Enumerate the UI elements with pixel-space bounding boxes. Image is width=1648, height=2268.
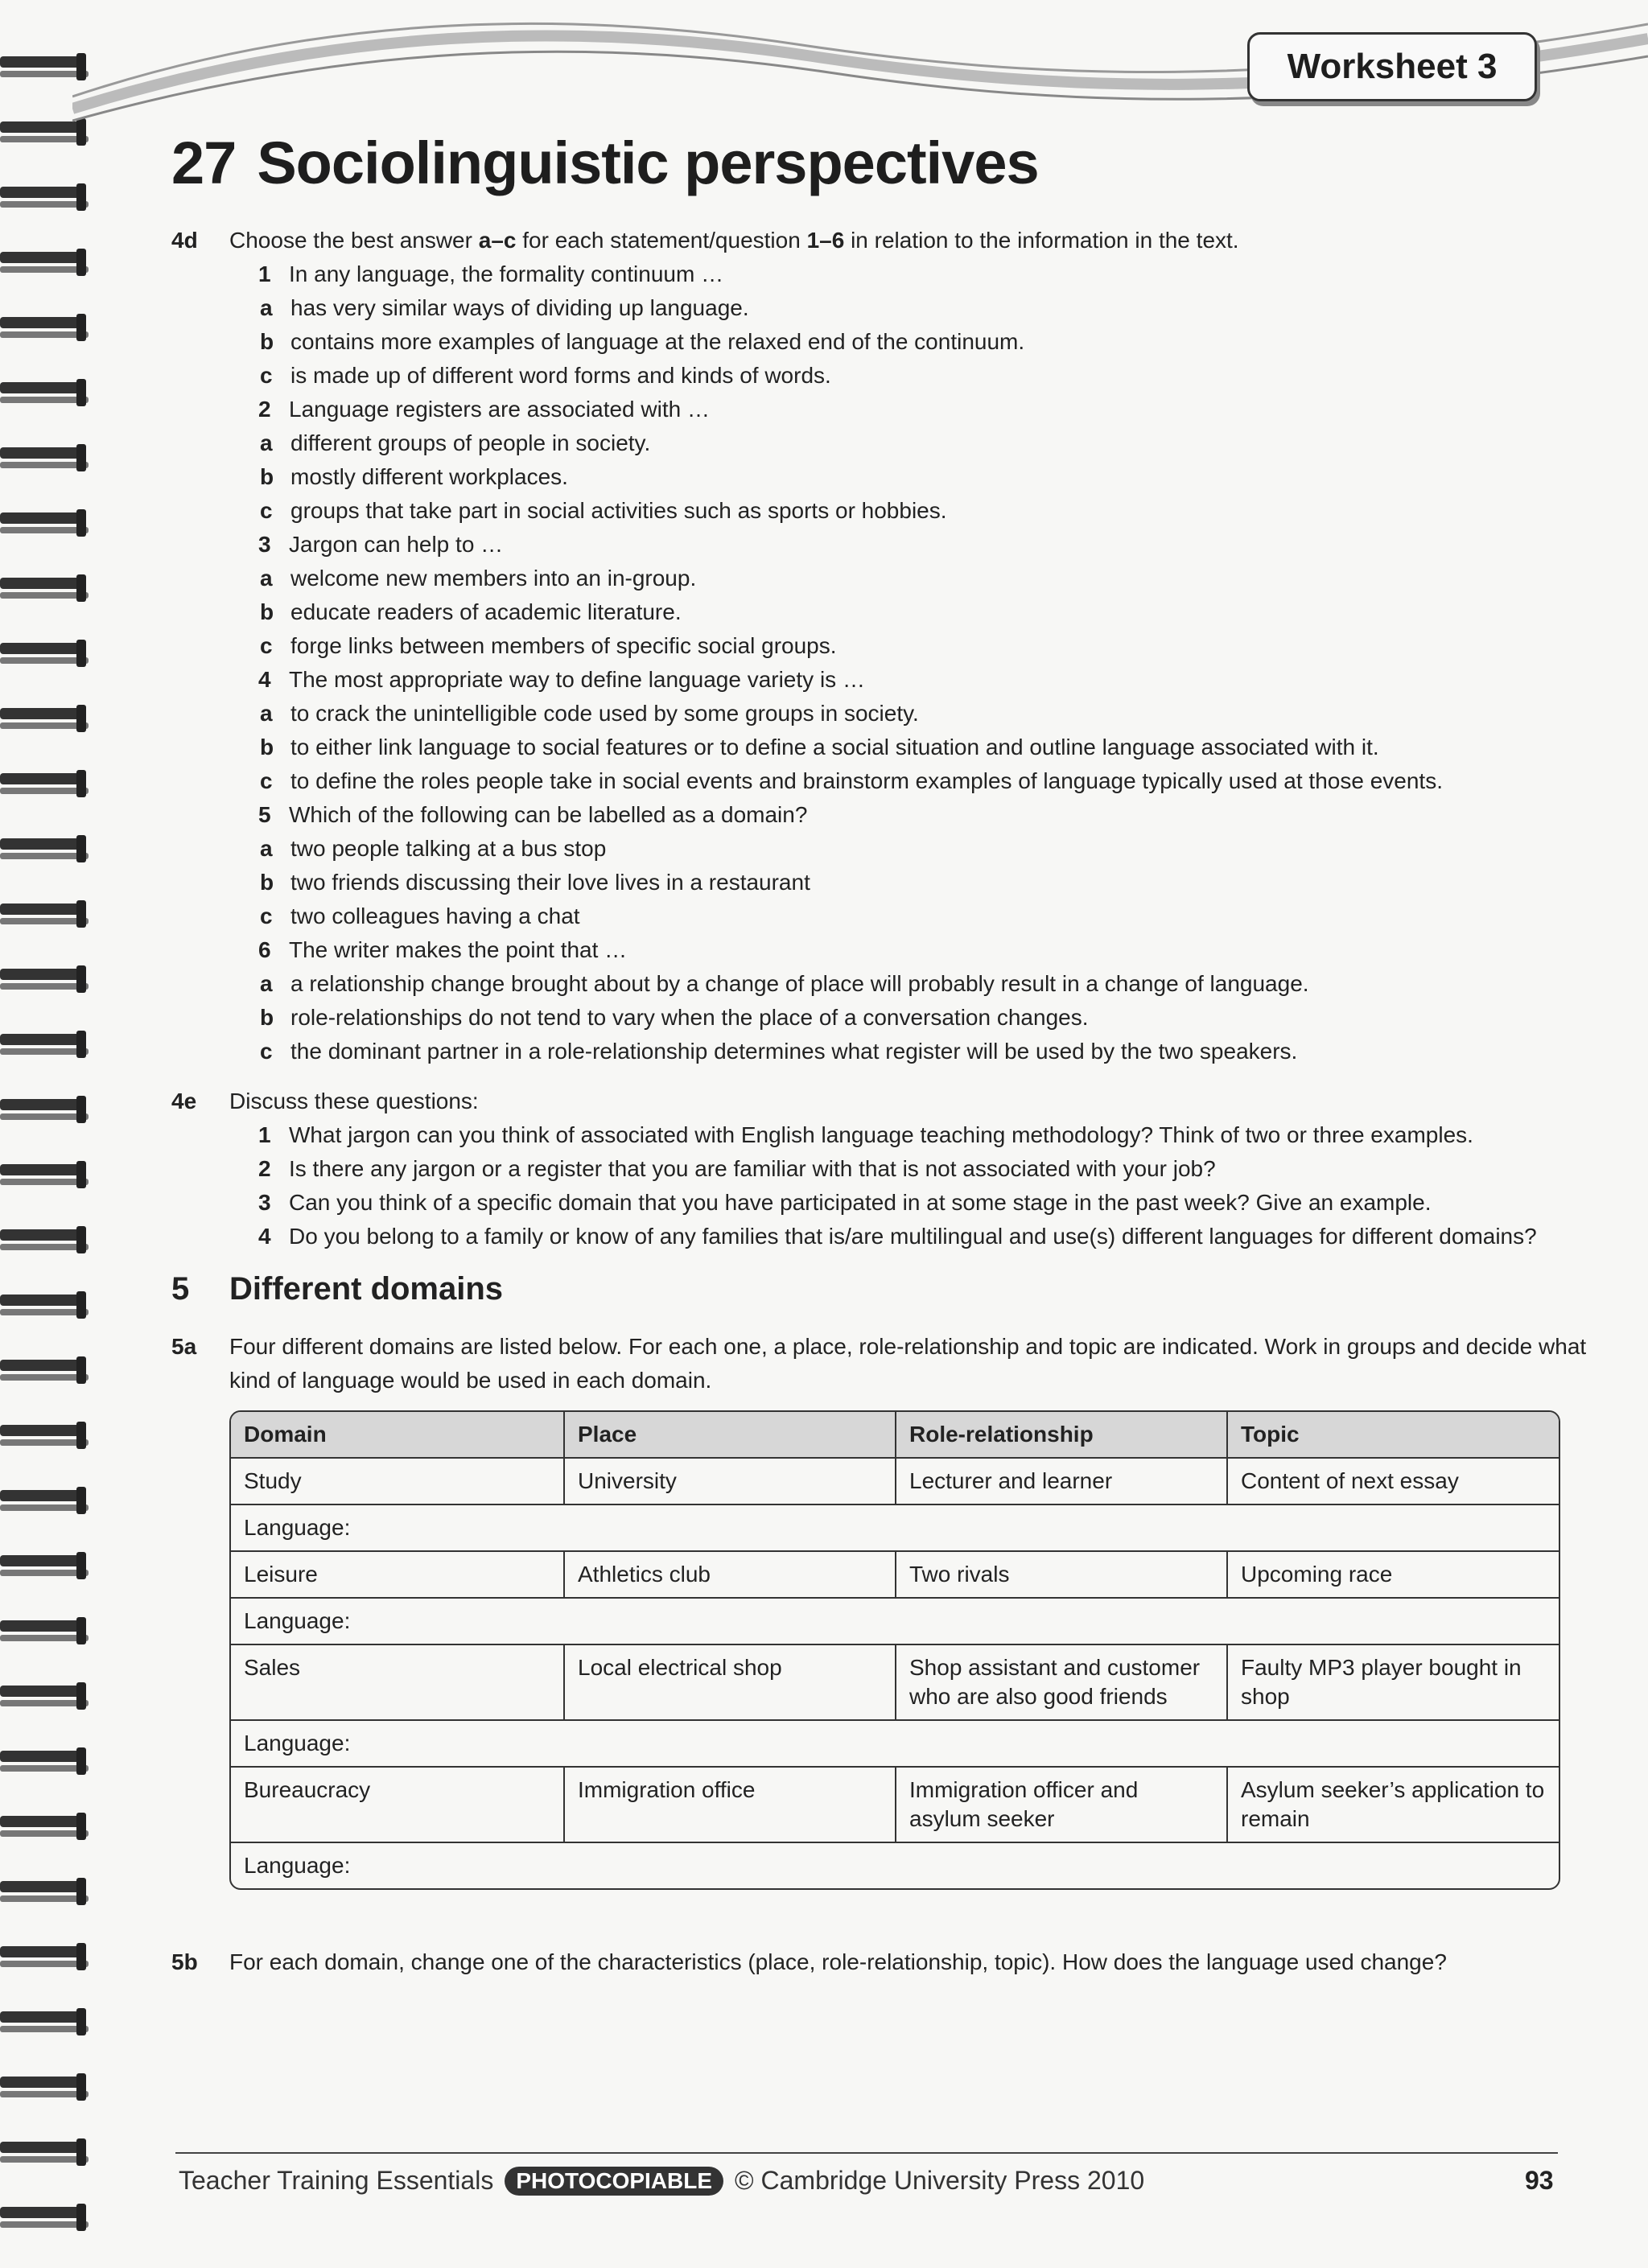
- table-header-row: [231, 1412, 1559, 1457]
- question-item: [258, 1152, 1597, 1186]
- question-text: The writer makes the point that …: [289, 937, 628, 962]
- question-number: 6: [258, 937, 271, 962]
- question-text: What jargon can you think of associated with English language teaching methodology? Think of two or three examples.: [289, 1122, 1473, 1147]
- question-text: Jargon can help to …: [289, 532, 504, 557]
- table-row: [231, 1457, 1559, 1504]
- question-text: Language registers are associated with …: [289, 397, 710, 422]
- option-letter: a: [260, 971, 273, 996]
- option-letter: b: [260, 599, 274, 624]
- table-cell: Content of next essay: [1226, 1459, 1559, 1504]
- option-text: mostly different workplaces.: [290, 464, 568, 489]
- question-number: 4: [258, 1224, 271, 1249]
- option-text: has very similar ways of dividing up language.: [290, 295, 749, 320]
- answer-option: [260, 899, 1597, 933]
- option-text: to define the roles people take in social events and brainstorm examples of language typically used at those events.: [290, 768, 1443, 793]
- question-number: 3: [258, 1190, 271, 1215]
- answer-option: [260, 629, 1597, 663]
- question-item: [258, 663, 1597, 697]
- answer-option: [260, 764, 1597, 798]
- table-cell: Shop assistant and customer who are also good friends: [895, 1645, 1226, 1719]
- spiral-binding: [0, 0, 97, 2268]
- table-cell: Athletics club: [563, 1552, 895, 1597]
- answer-option: [260, 1001, 1597, 1035]
- page-title: [171, 129, 1039, 197]
- option-letter: a: [260, 430, 273, 455]
- language-row: [231, 1504, 1559, 1550]
- section-tag: 5a: [171, 1334, 197, 1359]
- table-row: [231, 1550, 1559, 1597]
- question-text: The most appropriate way to define language variety is …: [289, 667, 865, 692]
- option-letter: b: [260, 870, 274, 895]
- question-item: [258, 1220, 1597, 1253]
- option-letter: c: [260, 1039, 273, 1064]
- section-title: Different domains: [229, 1271, 504, 1307]
- footer: [179, 2166, 1144, 2196]
- option-text: contains more examples of language at the relaxed end of the continuum.: [290, 329, 1025, 354]
- table-cell: Bureaucracy: [244, 1777, 371, 1802]
- question-number: 3: [258, 532, 271, 557]
- option-letter: b: [260, 329, 274, 354]
- language-label: Language:: [244, 1608, 351, 1633]
- copyright: © Cambridge University Press 2010: [735, 2166, 1145, 2195]
- option-letter: a: [260, 701, 273, 726]
- table-cell: Study: [244, 1468, 302, 1493]
- question-item: [258, 798, 1597, 832]
- question-text: Is there any jargon or a register that you are familiar with that is not associated with your job?: [289, 1156, 1216, 1181]
- table-cell: Immigration office: [563, 1768, 895, 1842]
- section-tag: 4d: [171, 228, 198, 253]
- language-label: Language:: [244, 1515, 351, 1540]
- section-number: 5: [171, 1271, 190, 1307]
- language-label: Language:: [244, 1731, 351, 1756]
- section-instruction: Four different domains are listed below. For each one, a place, role-relationship and topic are indicated. Work in groups and decide what kind of language would be used in each domain.: [229, 1334, 1587, 1393]
- question-list: [171, 257, 1597, 1068]
- option-letter: b: [260, 1005, 274, 1030]
- answer-option: [260, 359, 1597, 393]
- chapter-title: Sociolinguistic perspectives: [257, 130, 1039, 196]
- answer-option: [260, 866, 1597, 899]
- question-text: Which of the following can be labelled as a domain?: [289, 802, 808, 827]
- table-cell: Upcoming race: [1226, 1552, 1559, 1597]
- option-text: educate readers of academic literature.: [290, 599, 682, 624]
- table-cell: Asylum seeker’s application to remain: [1226, 1768, 1559, 1842]
- question-list: [171, 1118, 1597, 1253]
- question-text: Can you think of a specific domain that you have participated in at some stage in the past week? Give an example.: [289, 1190, 1432, 1215]
- table-cell: Lecturer and learner: [895, 1459, 1226, 1504]
- table-cell: Immigration officer and asylum seeker: [895, 1768, 1226, 1842]
- answer-option: [260, 731, 1597, 764]
- question-item: [258, 257, 1597, 291]
- section-tag: 4e: [171, 1089, 197, 1113]
- option-text: role-relationships do not tend to vary when the place of a conversation changes.: [290, 1005, 1089, 1030]
- option-text: welcome new members into an in-group.: [290, 566, 697, 591]
- table-cell: Sales: [244, 1655, 301, 1680]
- table-cell: Two rivals: [895, 1552, 1226, 1597]
- worksheet-label: Worksheet 3: [1247, 32, 1537, 101]
- answer-option: [260, 595, 1597, 629]
- table-header-cell: Topic: [1226, 1412, 1559, 1457]
- footer-rule: [175, 2152, 1558, 2154]
- table-header-cell: Role-relationship: [895, 1412, 1226, 1457]
- option-letter: a: [260, 295, 273, 320]
- table-header-cell: Domain: [244, 1422, 327, 1447]
- question-item: [258, 933, 1597, 967]
- answer-option: [260, 460, 1597, 494]
- section-instruction: Choose the best answer a–c for each statement/question 1–6 in relation to the information in the text.: [229, 228, 1239, 253]
- language-row: [231, 1597, 1559, 1644]
- domain-table: [229, 1410, 1560, 1890]
- option-letter: c: [260, 633, 273, 658]
- question-number: 1: [258, 1122, 271, 1147]
- option-letter: a: [260, 566, 273, 591]
- option-letter: c: [260, 498, 273, 523]
- section-5-heading: [171, 1271, 503, 1307]
- option-text: the dominant partner in a role-relationship determines what register will be used by the two speakers.: [290, 1039, 1298, 1064]
- question-number: 1: [258, 261, 271, 286]
- language-label: Language:: [244, 1853, 351, 1878]
- answer-option: [260, 291, 1597, 325]
- question-item: [258, 1186, 1597, 1220]
- option-letter: a: [260, 836, 273, 861]
- answer-option: [260, 1035, 1597, 1068]
- series-name: Teacher Training Essentials: [179, 2166, 494, 2195]
- question-number: 2: [258, 1156, 271, 1181]
- table-row: [231, 1766, 1559, 1842]
- section-5a: [171, 1330, 1597, 1397]
- table-row: [231, 1644, 1559, 1719]
- photocopiable-badge: PHOTOCOPIABLE: [505, 2167, 723, 2196]
- option-text: two friends discussing their love lives in a restaurant: [290, 870, 810, 895]
- table-cell: Local electrical shop: [563, 1645, 895, 1719]
- language-row: [231, 1842, 1559, 1888]
- option-letter: b: [260, 464, 274, 489]
- option-text: a relationship change brought about by a change of place will probably result in a change of language.: [290, 971, 1309, 996]
- question-text: Do you belong to a family or know of any families that is/are multilingual and use(s) different languages for different domains?: [289, 1224, 1537, 1249]
- table-cell: Leisure: [244, 1562, 318, 1587]
- answer-option: [260, 494, 1597, 528]
- chapter-number: 27: [171, 130, 237, 196]
- option-text: two people talking at a bus stop: [290, 836, 607, 861]
- option-letter: c: [260, 903, 273, 928]
- section-4e: [171, 1085, 1597, 1253]
- section-instruction: For each domain, change one of the characteristics (place, role-relationship, topic). How does the language used change?: [229, 1949, 1447, 1974]
- option-text: is made up of different word forms and kinds of words.: [290, 363, 831, 388]
- option-text: two colleagues having a chat: [290, 903, 580, 928]
- question-number: 4: [258, 667, 271, 692]
- question-item: [258, 528, 1597, 562]
- section-4d: [171, 224, 1597, 1068]
- answer-option: [260, 967, 1597, 1001]
- option-letter: c: [260, 363, 273, 388]
- table-header-cell: Place: [563, 1412, 895, 1457]
- question-number: 2: [258, 397, 271, 422]
- answer-option: [260, 697, 1597, 731]
- option-text: to either link language to social features or to define a social situation and outline language associated with it.: [290, 735, 1379, 759]
- answer-option: [260, 325, 1597, 359]
- section-5b: [171, 1945, 1648, 1979]
- question-item: [258, 1118, 1597, 1152]
- option-letter: c: [260, 768, 273, 793]
- option-text: forge links between members of specific social groups.: [290, 633, 837, 658]
- option-letter: b: [260, 735, 274, 759]
- section-tag: 5b: [171, 1949, 198, 1974]
- option-text: to crack the unintelligible code used by some groups in society.: [290, 701, 919, 726]
- option-text: different groups of people in society.: [290, 430, 651, 455]
- answer-option: [260, 562, 1597, 595]
- question-text: In any language, the formality continuum …: [289, 261, 724, 286]
- section-instruction: Discuss these questions:: [229, 1089, 479, 1113]
- question-item: [258, 393, 1597, 426]
- option-text: groups that take part in social activities such as sports or hobbies.: [290, 498, 947, 523]
- language-row: [231, 1719, 1559, 1766]
- answer-option: [260, 832, 1597, 866]
- answer-option: [260, 426, 1597, 460]
- table-cell: Faulty MP3 player bought in shop: [1226, 1645, 1559, 1719]
- page-number: 93: [1525, 2166, 1554, 2195]
- question-number: 5: [258, 802, 271, 827]
- table-cell: University: [563, 1459, 895, 1504]
